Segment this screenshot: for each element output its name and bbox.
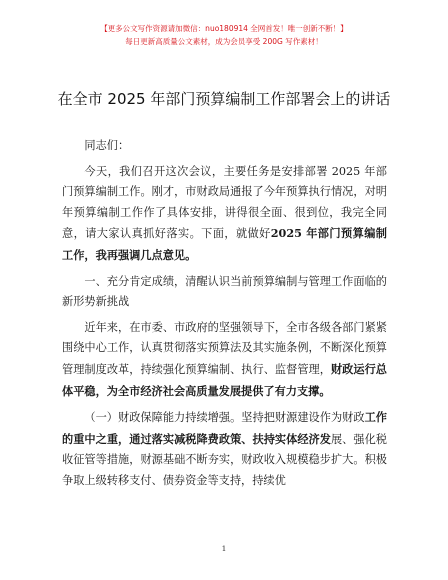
paragraph-intro-text: 今天，我们召开这次会议，主要任务是安排部署 2025 年部门预算编制工作。刚才，市财政局通报了今年预算执行情况，对明年预算编制工作作了具体安排，讲得很全面、很到位，我完全同意，请大家认真抓好落实。下面，就做好 bbox=[62, 164, 387, 241]
document-body bbox=[62, 136, 387, 492]
document-title: 在全市 2025 年部门预算编制工作部署会上的讲话 bbox=[57, 90, 391, 108]
salutation: 同志们： bbox=[84, 139, 130, 152]
page-number: 1 bbox=[221, 544, 227, 553]
subsection-1-text-a: （一）财政保障能力持续增强。坚持把财源建设作为财政 bbox=[84, 411, 365, 425]
paragraph-intro-emphasis: 2025 年部门预算编制工作，我再强调几点意见。 bbox=[62, 226, 387, 262]
subsection-1 bbox=[62, 407, 387, 491]
paragraph-achievements-emphasis: 财政运行总体平稳，为全市经济社会高质量发展提供了有力支撑。 bbox=[62, 361, 387, 398]
paragraph-achievements-text: 近年来，在市委、市政府的坚强领导下，全市各级各部门紧紧围绕中心工作，认真贯彻落实预算法及其实施条例，不断深化预算管理制度改革，持续强化预算编制、执行、监督管理， bbox=[62, 320, 387, 376]
subsection-1-emphasis: 工作的重中之重，通过落实减税降费政策、扶持实体经济发 bbox=[62, 410, 387, 446]
banner-line-2: 每日更新高质量公文素材，成为会员享受 200G 写作素材！ bbox=[125, 37, 323, 46]
section-heading-1: 一、充分肯定成绩，清醒认识当前预算编制与管理工作面临的新形势新挑战 bbox=[62, 274, 387, 309]
promo-banner bbox=[0, 22, 448, 48]
paragraph-intro bbox=[62, 162, 387, 267]
paragraph-achievements bbox=[62, 318, 387, 402]
banner-line-1: 【更多公文写作资源请加微信：nuo180914 全网首发！唯一创新不断！】 bbox=[100, 24, 348, 33]
subsection-1-text-c: 展、强化税收征管等措施，财源基础不断夯实，财政收入规模稳步扩大。积极争取上级转移支付、债券资金等支持，持续优 bbox=[62, 432, 387, 487]
